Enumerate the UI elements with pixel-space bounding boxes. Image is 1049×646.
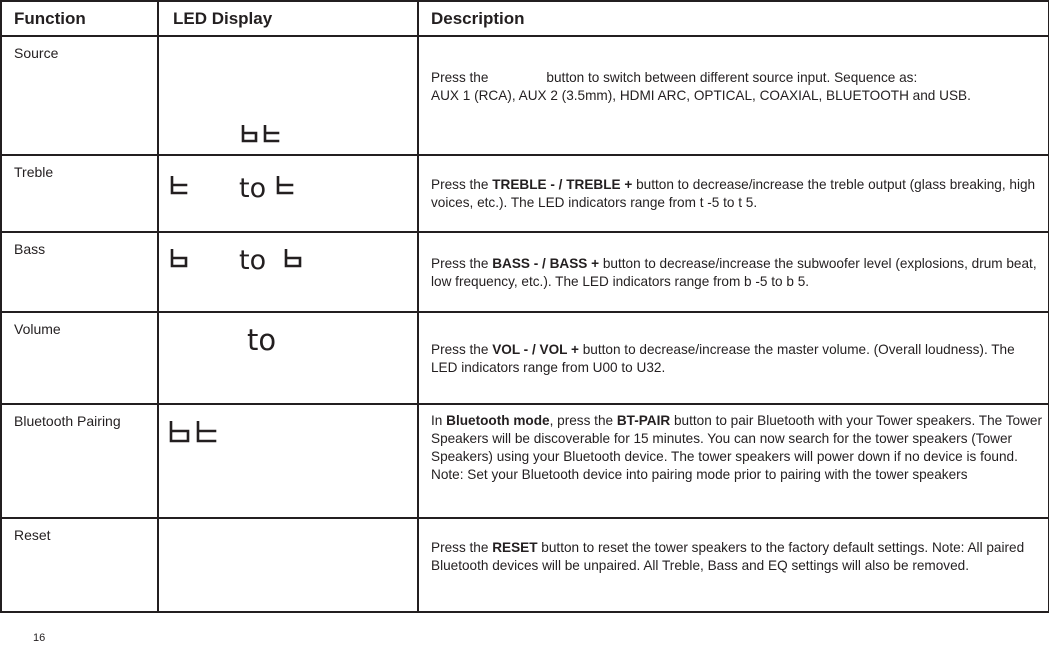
header-led-display: LED Display (158, 1, 418, 36)
cell-description (418, 232, 1049, 312)
function-label: Bass (14, 241, 46, 257)
description-text: Press the TREBLE - / TREBLE + button to decrease/increase the treble output (glass breaking, high voices, etc.). The LED indicators range from t -5 to t 5. (431, 177, 1036, 210)
led-range-word: to (239, 245, 267, 276)
function-label: Bluetooth Pairing (14, 413, 121, 429)
page-number: 16 (33, 632, 46, 644)
cell-led-display (158, 518, 418, 612)
table-row-volume (1, 312, 1049, 404)
function-label: Volume (14, 321, 61, 337)
description-text: Press the RESET button to reset the tower speakers to the factory default settings. Note: All paired Bluetooth devices will be unpaired. All Treble, Bass and EQ settings will also be removed. (431, 540, 1025, 573)
function-label: Source (14, 45, 59, 61)
description-text: Press the BASS - / BASS + button to decrease/increase the subwoofer level (explosions, drum beat, low frequency, etc.). The LED indicators range from b -5 to b 5. (431, 256, 1037, 289)
led-b-glyph-from (169, 249, 189, 269)
table-row-bass (1, 232, 1049, 312)
table-row-reset (1, 518, 1049, 612)
cell-description (418, 36, 1049, 155)
header-description: Description (418, 1, 1049, 36)
cell-led-display (158, 155, 418, 232)
cell-description (418, 155, 1049, 232)
cell-function (1, 232, 158, 312)
led-range-word: to (239, 173, 267, 204)
description-text: Press the button to switch between different source input. Sequence as: AUX 1 (RCA), AUX 2 (3.5mm), HDMI ARC, OPTICAL, COAXIAL, BLUETOOTH and USB. (431, 70, 971, 103)
cell-function (1, 36, 158, 155)
cell-led-display (158, 312, 418, 404)
led-b-glyph-to (283, 249, 303, 269)
table-row-bluetooth-pairing (1, 404, 1049, 518)
led-t-glyph-to (275, 176, 295, 196)
header-function: Function (1, 1, 158, 36)
cell-function (1, 404, 158, 518)
led-bt-glyph (241, 125, 281, 143)
led-range-word: to (247, 323, 277, 357)
led-t-glyph-from (169, 176, 189, 196)
cell-function (1, 518, 158, 612)
table-row-treble (1, 155, 1049, 232)
table-header-row (1, 1, 1049, 36)
table-row-source (1, 36, 1049, 155)
cell-description (418, 518, 1049, 612)
cell-led-display (158, 36, 418, 155)
cell-description (418, 404, 1049, 518)
led-bt-glyph (169, 421, 217, 443)
cell-led-display (158, 404, 418, 518)
cell-description (418, 312, 1049, 404)
function-label: Reset (14, 527, 51, 543)
function-label: Treble (14, 164, 54, 180)
cell-function (1, 312, 158, 404)
cell-led-display (158, 232, 418, 312)
description-text: In Bluetooth mode, press the BT-PAIR button to pair Bluetooth with your Tower speakers. The Tower Speakers will be discoverable for 15 minutes. You can now search for the tower speakers (Tower Speakers) using your Bluetooth device. The tower speakers will power down if no device is found. Note: Set your Bluetooth device into pairing mode prior to pairing with the tower speakers (431, 413, 1042, 482)
cell-function (1, 155, 158, 232)
description-text: Press the VOL - / VOL + button to decrease/increase the master volume. (Overall loudness). The LED indicators range from U00 to U32. (431, 342, 1015, 375)
